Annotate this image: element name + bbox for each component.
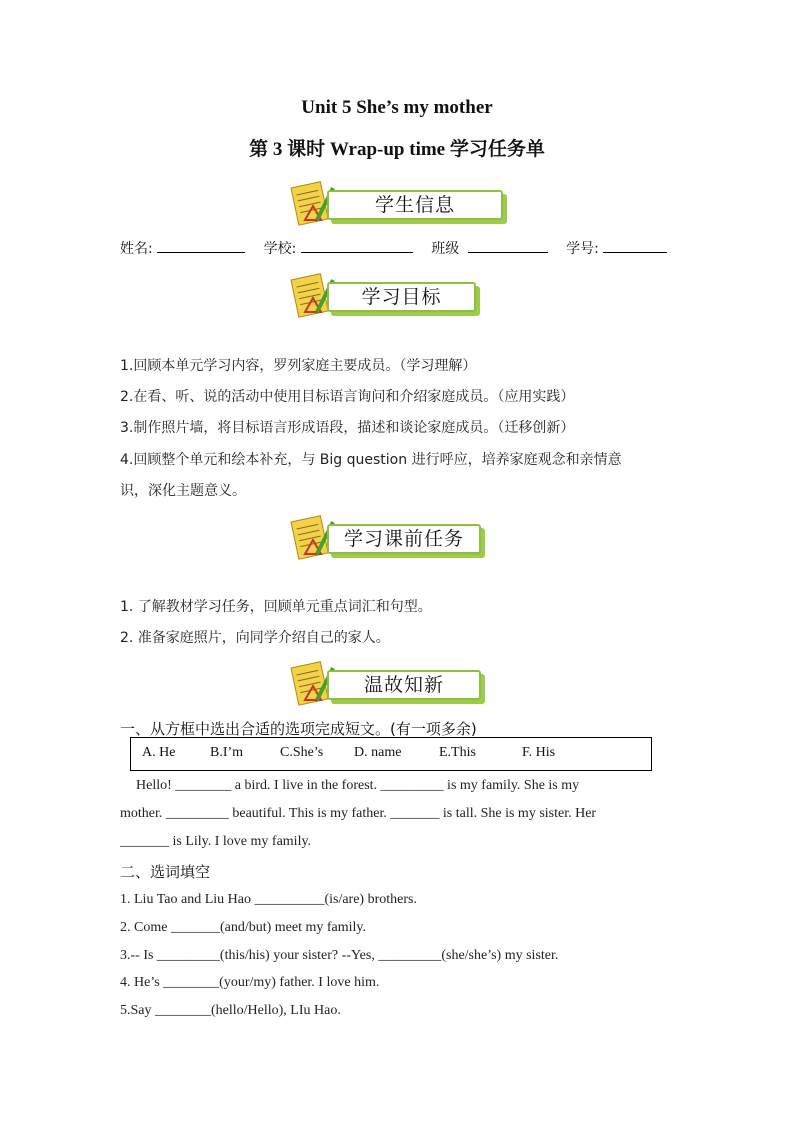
fill-item-2: 2. Come _______(and/but) meet my family. <box>120 920 366 935</box>
banner-pre-tasks <box>287 514 507 558</box>
banner-objectives <box>287 272 507 316</box>
banner-student-info <box>287 180 507 224</box>
option-f: F. His <box>522 745 556 760</box>
banner-review <box>287 660 507 704</box>
objective-4-cont: 识，深化主题意义。 <box>120 483 246 499</box>
objective-1: 1.回顾本单元学习内容，罗列家庭主要成员。（学习理解） <box>120 358 477 374</box>
banner-label: 学习目标 <box>327 282 476 312</box>
page-title: Unit 5 She’s my mother <box>301 97 493 118</box>
fill-item-1: 1. Liu Tao and Liu Hao __________(is/are) brothers. <box>120 892 417 907</box>
passage-line-3: _______ is Lily. I love my family. <box>120 834 312 849</box>
school-label: 学校: <box>263 241 297 257</box>
passage-line-1: Hello! ________ a bird. I live in the forest. _________ is my family. She is my <box>136 778 580 793</box>
name-label: 姓名: <box>120 241 153 257</box>
banner-label: 温故知新 <box>327 670 481 700</box>
banner-label: 学生信息 <box>327 190 503 220</box>
school-field[interactable] <box>301 238 413 253</box>
option-c: C.She’s <box>280 745 324 760</box>
page-subtitle: 第 3 课时 Wrap-up time 学习任务单 <box>249 139 545 160</box>
pre-task-2: 2. 准备家庭照片，向同学介绍自己的家人。 <box>120 630 390 646</box>
objective-4: 4.回顾整个单元和绘本补充，与 Big question 进行呼应，培养家庭观念和亲情意 <box>120 452 622 468</box>
option-b: B.I’m <box>210 745 244 760</box>
option-d: D. name <box>354 745 402 760</box>
option-a: A. He <box>142 745 176 760</box>
name-field[interactable] <box>157 238 245 253</box>
number-field[interactable] <box>603 238 667 253</box>
student-info-row <box>120 238 680 258</box>
option-e: E.This <box>439 745 476 760</box>
section2-heading: 二、选词填空 <box>120 863 211 881</box>
fill-item-5: 5.Say ________(hello/Hello), LIu Hao. <box>120 1003 341 1018</box>
section1-heading: 一、从方框中选出合适的选项完成短文。(有一项多余) <box>120 720 477 738</box>
pre-task-1: 1. 了解教材学习任务，回顾单元重点词汇和句型。 <box>120 599 432 615</box>
fill-item-4: 4. He’s ________(your/my) father. I love him. <box>120 975 380 990</box>
passage-line-2: mother. _________ beautiful. This is my father. _______ is tall. She is my sister. Her <box>120 806 597 821</box>
number-label: 学号: <box>566 241 599 257</box>
fill-item-3: 3.-- Is _________(this/his) your sister? --Yes, _________(she/she’s) my sister. <box>120 948 559 963</box>
class-label: 班级 <box>431 241 460 257</box>
objective-3: 3.制作照片墙，将目标语言形成语段，描述和谈论家庭成员。（迁移创新） <box>120 420 575 436</box>
options-box <box>130 737 652 771</box>
class-field[interactable] <box>468 238 548 253</box>
banner-label: 学习课前任务 <box>327 524 481 554</box>
objective-2: 2.在看、听、说的活动中使用目标语言询问和介绍家庭成员。（应用实践） <box>120 389 575 405</box>
